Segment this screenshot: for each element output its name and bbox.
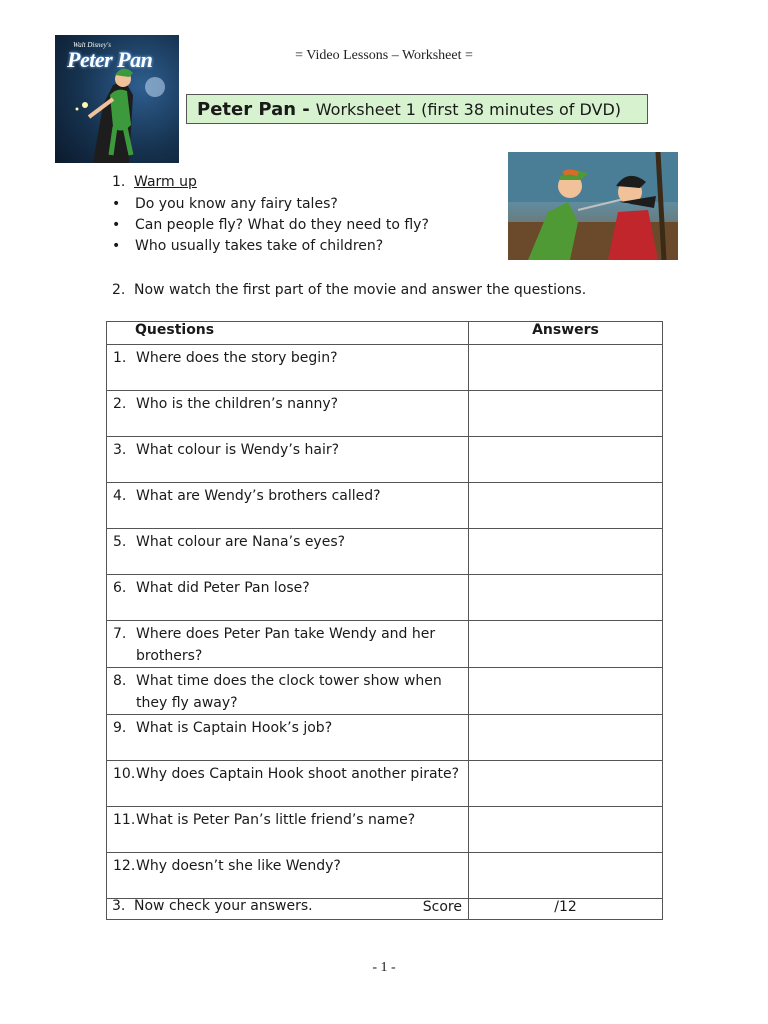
question-text: Where does the story begin? (136, 350, 338, 366)
bullet-icon: • (112, 217, 121, 233)
question-number: 7. (113, 626, 127, 642)
questions-table (106, 321, 663, 920)
warm-up-bullet (112, 215, 429, 235)
table-row (107, 807, 663, 853)
instruction-text: Now watch the first part of the movie and answer the questions. (134, 282, 587, 298)
question-cell (107, 345, 469, 391)
table-row (107, 483, 663, 529)
table-row (107, 715, 663, 761)
question-cell (107, 483, 469, 529)
warm-up-number: 1. (112, 174, 126, 190)
bullet-icon: • (112, 238, 121, 254)
answer-cell[interactable] (469, 575, 663, 621)
answer-cell[interactable] (469, 621, 663, 668)
question-number: 9. (113, 720, 127, 736)
table-row (107, 761, 663, 807)
check-answers-instruction (112, 896, 313, 916)
answer-cell[interactable] (469, 437, 663, 483)
check-text: Now check your answers. (134, 898, 313, 914)
question-cell (107, 668, 469, 715)
question-text: What colour are Nana’s eyes? (136, 534, 346, 550)
worksheet-header: = Video Lessons – Worksheet = (295, 48, 473, 63)
question-text: What time does the clock tower show when they fly away? (136, 673, 442, 711)
question-cell (107, 575, 469, 621)
question-text: What is Peter Pan’s little friend’s name? (136, 812, 416, 828)
table-row (107, 668, 663, 715)
question-cell (107, 529, 469, 575)
question-text: What did Peter Pan lose? (136, 580, 310, 596)
question-text: Who is the children’s nanny? (136, 396, 339, 412)
question-number: 6. (113, 580, 127, 596)
warm-up-bullet-text: Who usually takes take of children? (135, 238, 384, 254)
question-cell (107, 715, 469, 761)
answer-cell[interactable] (469, 345, 663, 391)
question-number: 3. (113, 442, 127, 458)
cover-brand: Walt Disney's (73, 41, 111, 49)
warm-up-bullet-text: Do you know any fairy tales? (135, 196, 338, 212)
worksheet-title-box (186, 94, 648, 124)
page-number: - 1 - (372, 960, 396, 975)
question-text: Why doesn’t she like Wendy? (136, 858, 341, 874)
answers-column-header: Answers (469, 322, 663, 345)
question-cell (107, 761, 469, 807)
question-number: 8. (113, 673, 127, 689)
answer-cell[interactable] (469, 668, 663, 715)
question-text: Where does Peter Pan take Wendy and her brothers? (136, 626, 436, 664)
warm-up-bullet (112, 194, 338, 214)
question-number: 5. (113, 534, 127, 550)
title-subtitle: Worksheet 1 (first 38 minutes of DVD) (315, 99, 622, 119)
question-number: 4. (113, 488, 127, 504)
question-number: 11. (113, 812, 136, 828)
table-header-row (107, 322, 663, 345)
answer-cell[interactable] (469, 807, 663, 853)
instruction-number: 2. (112, 282, 126, 298)
answer-cell[interactable] (469, 853, 663, 899)
scene-illustration (508, 152, 678, 260)
score-label: Score (107, 899, 469, 920)
question-cell (107, 437, 469, 483)
table-row (107, 529, 663, 575)
peter-pan-hook-scene-image (508, 152, 678, 260)
table-row (107, 575, 663, 621)
bullet-icon: • (112, 196, 121, 212)
question-text: What is Captain Hook’s job? (136, 720, 333, 736)
question-number: 10. (113, 766, 136, 782)
table-row (107, 853, 663, 899)
question-cell (107, 391, 469, 437)
answer-cell[interactable] (469, 391, 663, 437)
table-row (107, 437, 663, 483)
questions-column-header: Questions (107, 322, 469, 345)
answer-cell[interactable] (469, 483, 663, 529)
question-number: 1. (113, 350, 127, 366)
question-number: 2. (113, 396, 127, 412)
answer-cell[interactable] (469, 715, 663, 761)
table-row (107, 391, 663, 437)
question-cell (107, 807, 469, 853)
score-value[interactable]: /12 (469, 899, 663, 920)
question-text: What colour is Wendy’s hair? (136, 442, 340, 458)
table-row (107, 345, 663, 391)
warm-up-heading (112, 172, 197, 192)
question-cell (107, 621, 469, 668)
question-number: 12. (113, 858, 136, 874)
cover-title: Peter Pan (67, 47, 153, 72)
answer-cell[interactable] (469, 529, 663, 575)
table-row (107, 621, 663, 668)
warm-up-title: Warm up (134, 174, 197, 190)
question-cell (107, 853, 469, 899)
question-text: Why does Captain Hook shoot another pirate? (136, 766, 460, 782)
answer-cell[interactable] (469, 761, 663, 807)
title-main: Peter Pan - (197, 98, 310, 120)
warm-up-bullet (112, 236, 383, 256)
warm-up-bullet-text: Can people fly? What do they need to fly? (135, 217, 429, 233)
question-text: What are Wendy’s brothers called? (136, 488, 381, 504)
check-number: 3. (112, 898, 126, 914)
watch-instruction (112, 280, 586, 300)
